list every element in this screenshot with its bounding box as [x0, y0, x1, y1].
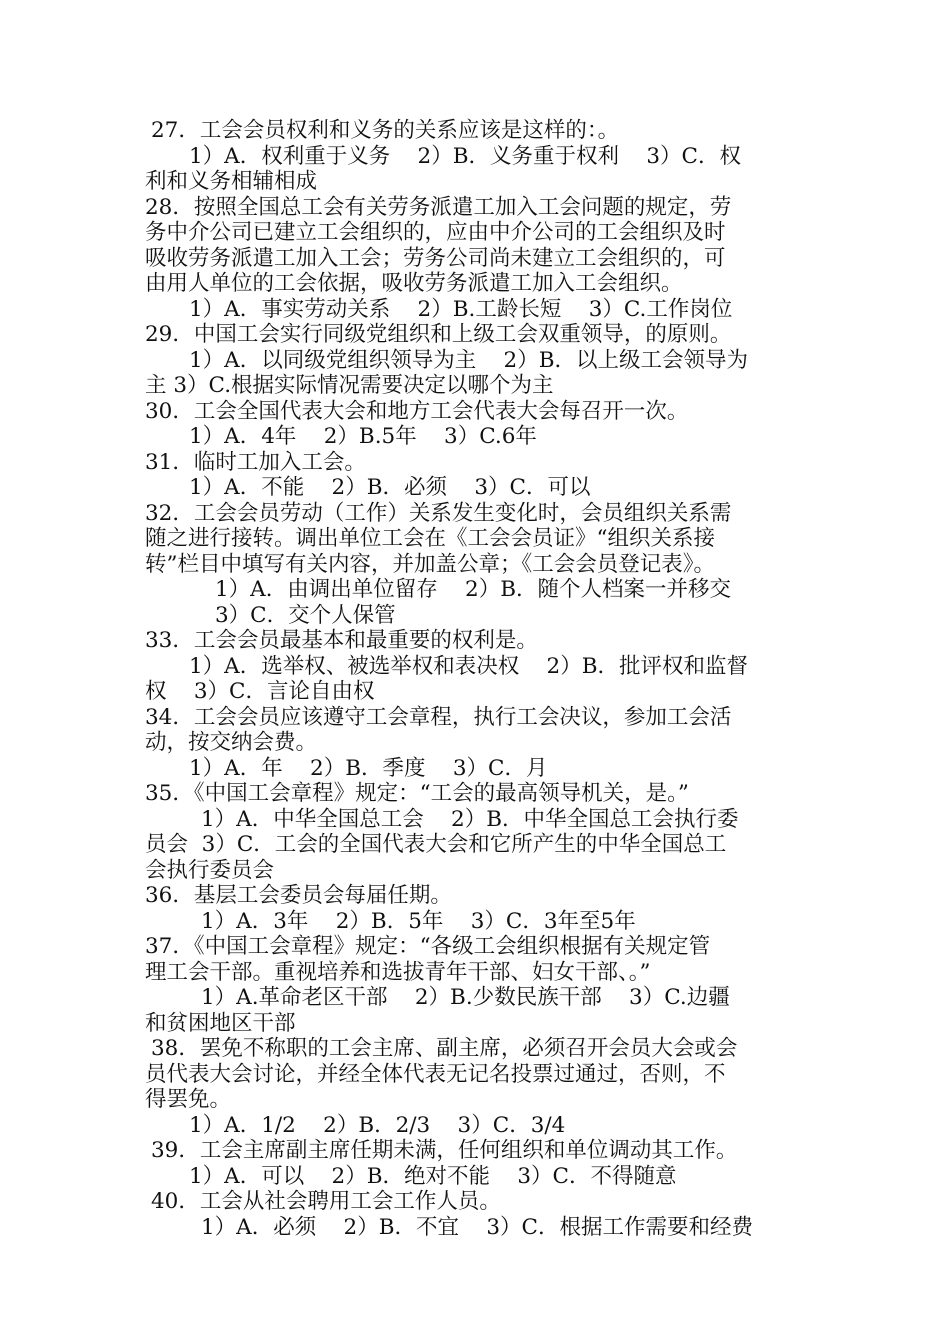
- question-28-cont-2: 吸收劳务派遣工加入工会；劳务公司尚未建立工会组织的，可: [145, 245, 726, 271]
- question-34: 34．工会会员应该遵守工会章程，执行工会决议，参加工会活: [145, 704, 732, 730]
- question-28: 28．按照全国总工会有关劳务派遣工加入工会问题的规定，劳: [145, 194, 732, 220]
- question-32-cont-1: 随之进行接转。调出单位工会在《工会会员证》“组织关系接: [145, 526, 715, 551]
- options-29-cont: 主 3）C.根据实际情况需要决定以哪个为主: [145, 373, 554, 398]
- options-29: 1）A．以同级党组织领导为主 2）B．以上级工会领导为: [189, 347, 749, 373]
- options-30: 1）A．4年 2）B.5年 3）C.6年: [189, 424, 537, 449]
- question-31: 31．临时工加入工会。: [145, 449, 366, 475]
- question-36: 36．基层工会委员会每届任期。: [145, 883, 452, 908]
- options-28: 1）A．事实劳动关系 2）B.工龄长短 3）C.工作岗位: [189, 296, 733, 322]
- question-38-cont-1: 员代表大会讨论，并经全体代表无记名投票过通过，否则，不: [145, 1061, 726, 1087]
- options-40: 1）A．必须 2）B．不宜 3）C．根据工作需要和经费: [201, 1214, 753, 1240]
- question-28-cont-3: 由用人单位的工会依据，吸收劳务派遣工加入工会组织。: [145, 271, 683, 296]
- question-28-cont-1: 务中介公司已建立工会组织的，应由中介公司的工会组织及时: [145, 220, 726, 245]
- options-27-cont: 利和义务相辅相成: [145, 169, 318, 194]
- question-37: 37．《中国工会章程》规定：“各级工会组织根据有关规定管: [145, 934, 711, 959]
- question-37-cont: 理工会干部。重视培养和选拔青年干部、妇女干部、。”: [145, 959, 651, 985]
- options-36: 1）A．3年 2）B．5年 3）C．3年至5年: [201, 908, 636, 934]
- question-33: 33．工会会员最基本和最重要的权利是。: [145, 628, 538, 653]
- options-37-cont: 和贫困地区干部: [145, 1010, 296, 1036]
- options-35: 1）A．中华全国总工会 2）B．中华全国总工会执行委: [201, 806, 739, 832]
- document-page: [145, 118, 815, 1240]
- question-32-cont-2: 转”栏目中填写有关内容，并加盖公章；《工会会员登记表》。: [145, 551, 715, 577]
- options-35-cont-1: 员会 3）C．工会的全国代表大会和它所产生的中华全国总工: [145, 832, 727, 857]
- question-38: 38．罢免不称职的工会主席、副主席，必须召开会员大会或会: [151, 1036, 738, 1061]
- options-35-cont-2: 会执行委员会: [145, 857, 275, 883]
- question-32: 32．工会会员劳动（工作）关系发生变化时，会员组织关系需: [145, 500, 732, 526]
- question-29: 29．中国工会实行同级党组织和上级工会双重领导，的原则。: [145, 322, 732, 347]
- question-40: 40．工会从社会聘用工会工作人员。: [151, 1189, 501, 1214]
- options-34: 1）A．年 2）B．季度 3）C．月: [189, 755, 548, 781]
- question-34-cont: 动，按交纳会费。: [145, 730, 318, 755]
- question-39: 39．工会主席副主席任期未满，任何组织和单位调动其工作。: [151, 1138, 738, 1163]
- question-35: 35．《中国工会章程》规定：“工会的最高领导机关，是。”: [145, 781, 689, 806]
- options-33: 1）A．选举权、被选举权和表决权 2）B．批评权和监督: [189, 653, 749, 679]
- options-38: 1）A．1/2 2）B．2/3 3）C．3/4: [189, 1112, 566, 1138]
- options-27: 1）A．权利重于义务 2）B．义务重于权利 3）C．权: [189, 143, 741, 169]
- options-32-cont: 3）C．交个人保管: [215, 602, 396, 628]
- options-37: 1）A.革命老区干部 2）B.少数民族干部 3）C.边疆: [201, 985, 730, 1010]
- options-31: 1）A．不能 2）B．必须 3）C．可以: [189, 475, 591, 500]
- options-39: 1）A．可以 2）B．绝对不能 3）C．不得随意: [189, 1163, 677, 1189]
- question-30: 30．工会全国代表大会和地方工会代表大会每召开一次。: [145, 398, 689, 424]
- options-33-cont: 权 3）C．言论自由权: [145, 679, 375, 704]
- question-38-cont-2: 得罢免。: [145, 1087, 232, 1112]
- question-27: 27．工会会员权利和义务的关系应该是这样的：。: [151, 118, 620, 143]
- options-32: 1）A．由调出单位留存 2）B．随个人档案一并移交: [215, 577, 732, 602]
